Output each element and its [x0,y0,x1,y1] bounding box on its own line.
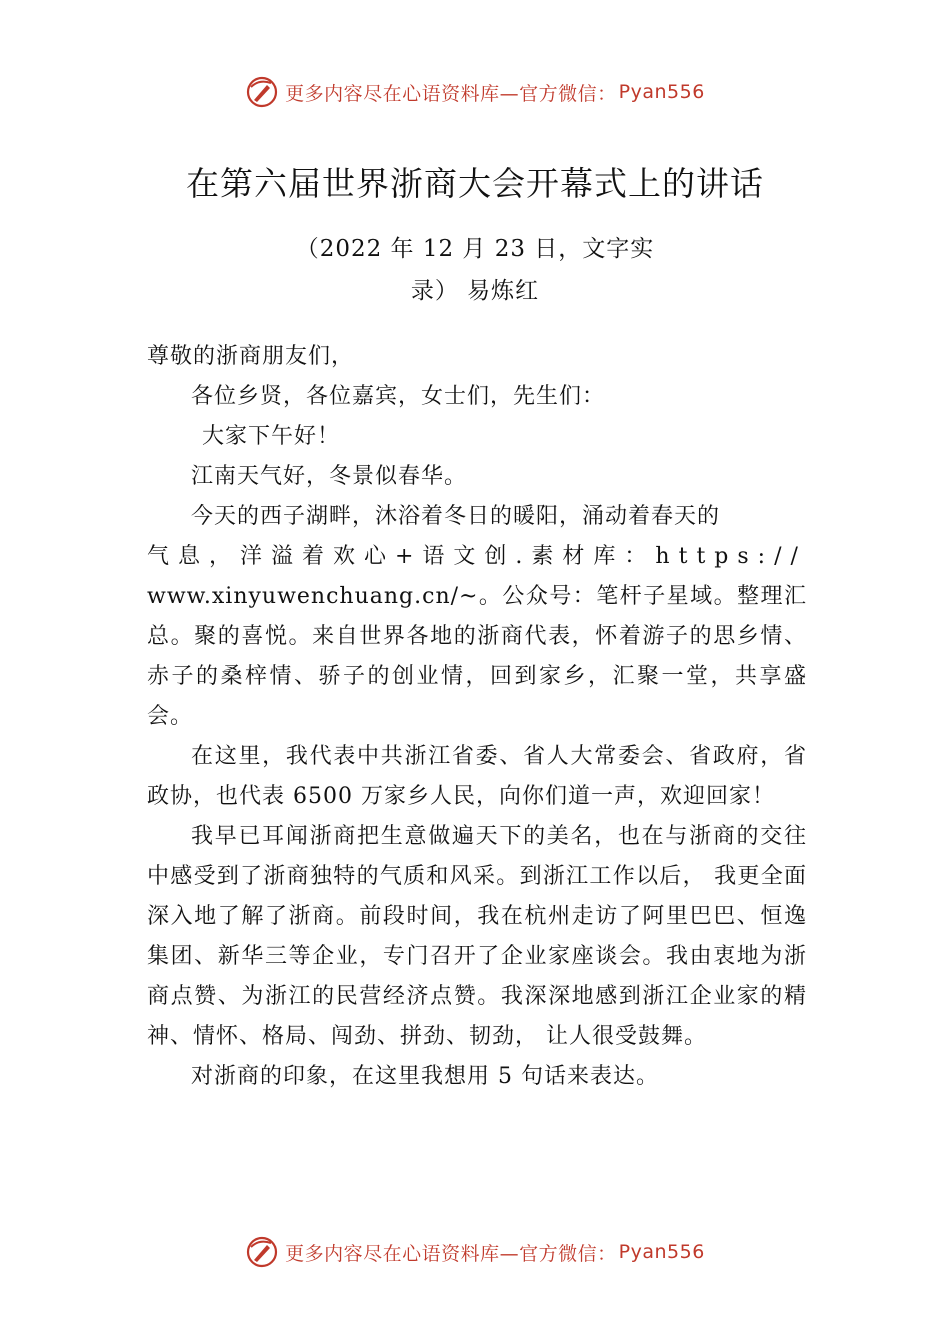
paragraph: 气息，洋溢着欢心+语文创.素材库：https:// [147,544,807,569]
paragraph: 江南天气好，冬景似春华。 [191,464,468,489]
paragraph: 在这里，我代表中共浙江省委、省人大常委会、省政府，省政协，也代表 6500 万家乡人民，向你们道一声，欢迎回家！ [147,744,807,809]
document-subtitle-line2: 录） 易炼红 [410,278,540,304]
paragraph: 今天的西子湖畔，沐浴着冬日的暖阳，涌动着春天的 [191,504,721,529]
banner-text: 更多内容尽在心语资料库—官方微信： [285,82,617,105]
paragraph: 对浙商的印象，在这里我想用 5 句话来表达。 [191,1064,659,1089]
document-title: 在第六届世界浙商大会开幕式上的讲话 [186,164,764,203]
document-subtitle-line1: （2022 年 12 月 23 日，文字实 [295,236,655,262]
header-banner [0,72,950,112]
banner-text: 更多内容尽在心语资料库—官方微信： [285,1242,617,1265]
paragraph: www.xinyuwenchuang.cn/~。公众号：笔杆子星域。整理汇总。聚的喜悦。来自世界各地的浙商代表，怀着游子的思乡情、赤子的桑梓情、骄子的创业情，回到家乡，汇聚一堂，共享盛会。 [147,584,807,729]
paragraph: 我早已耳闻浙商把生意做遍天下的美名，也在与浙商的交往中感受到了浙商独特的气质和风采。到浙江工作以后， 我更全面深入地了解了浙商。前段时间，我在杭州走访了阿里巴巴、恒逸集团、新华三等企业，专门召开了企业家座谈会。我由衷地为浙商点赞、为浙江的民营经济点赞。我深深地感到浙江企业家的精神、情怀、格局、闯劲、拼劲、韧劲， 让人很受鼓舞。 [147,824,807,1049]
paragraph: 各位乡贤，各位嘉宾，女士们，先生们： [191,384,606,409]
pen-circle-logo-icon [245,1235,279,1269]
paragraph: 大家下午好！ [202,424,341,449]
footer-banner [0,1232,950,1272]
pen-circle-logo-icon [245,75,279,109]
paragraph: 尊敬的浙商朋友们， [147,344,355,369]
document-body [147,337,807,1097]
banner-wechat-id: Pyan556 [618,81,705,103]
banner-wechat-id: Pyan556 [618,1241,705,1263]
